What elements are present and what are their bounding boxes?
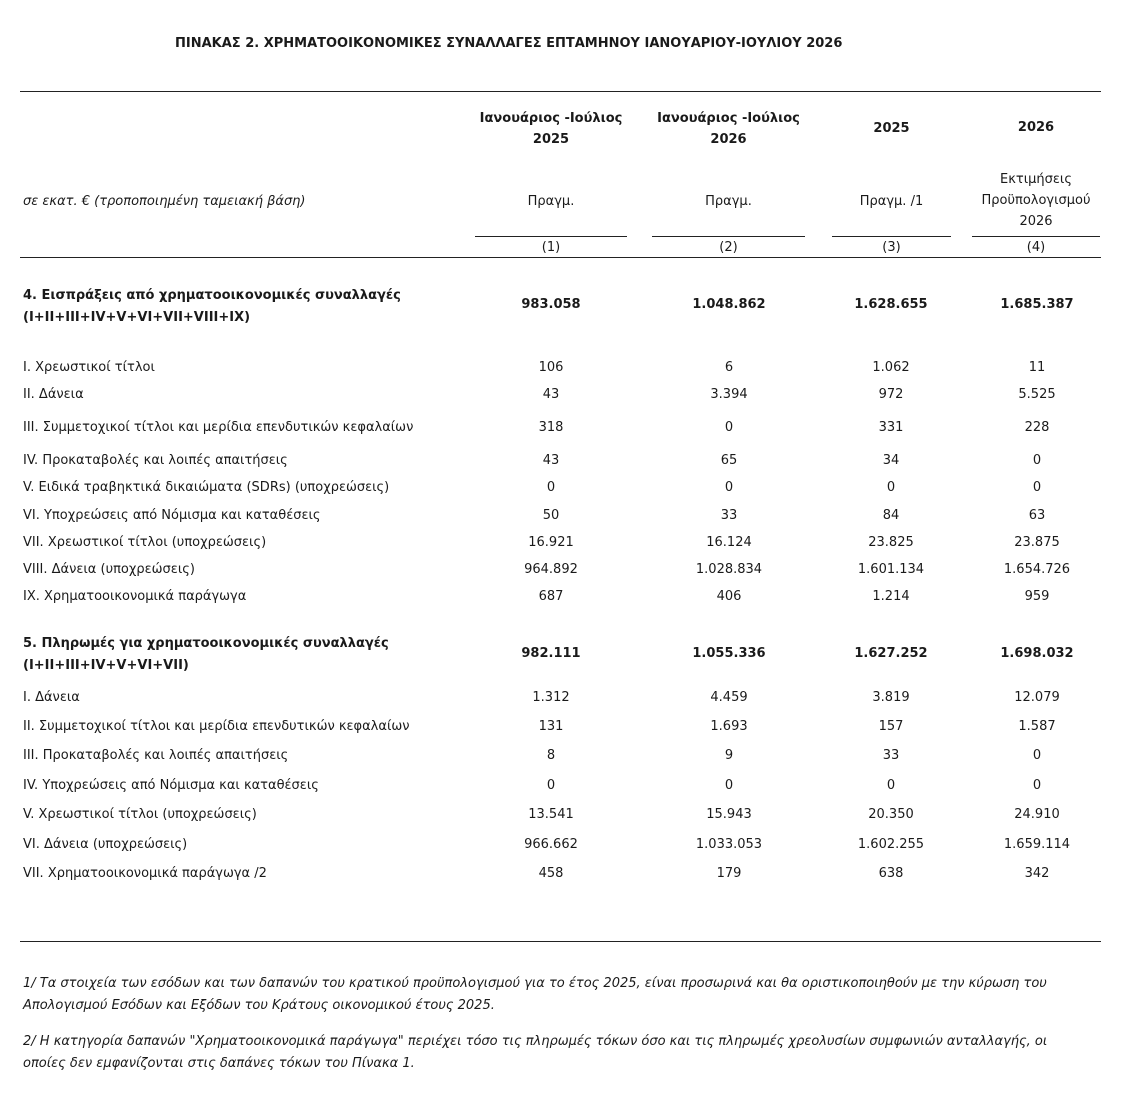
section4-row-label: IV. Προκαταβολές και λοιπές απαιτήσεις xyxy=(23,453,288,468)
section4-row-value-col4: 0 xyxy=(1032,453,1042,468)
section4-row-value-col2: 65 xyxy=(720,453,738,468)
section4-row-value-col2: 0 xyxy=(724,420,734,435)
col1-header: Ιανουάριος -Ιούλιος 2025 xyxy=(479,111,623,147)
col3-underline xyxy=(832,236,951,237)
section4-row-value-col4: 63 xyxy=(1028,508,1046,523)
section5-row-value-col3: 638 xyxy=(878,866,904,881)
section4-row-value-col4: 959 xyxy=(1024,589,1050,604)
footnote-2: 2/ Η κατηγορία δαπανών "Χρηματοοικονομικά παράγωγα" περιέχει τόσο τις πληρωμές τόκων όσο και τις πληρωμές χρεολυσίων συμφωνιών ανταλλαγής, οι οποίες δεν εμφανίζονται στις δαπάνες τόκων του Πίνακα 1. xyxy=(23,1034,1048,1071)
section5-row-value-col1: 966.662 xyxy=(524,837,578,852)
section4-row-value-col3: 972 xyxy=(878,387,904,402)
section4-row-value-col4: 11 xyxy=(1028,360,1046,375)
section5-row-value-col1: 13.541 xyxy=(528,807,574,822)
section5-row-value-col2: 4.459 xyxy=(710,690,748,705)
footnote-1: 1/ Τα στοιχεία των εσόδων και των δαπανών του κρατικού προϋπολογισμού για το έτος 2025, είναι προσωρινά και θα οριστικοποιηθούν με την κύρωση του Απολογισμού Εσόδων και Εξόδων του Κράτους οικονομικού έτους 2025. xyxy=(23,976,1047,1013)
section4-row-value-col1: 964.892 xyxy=(524,562,578,577)
section4-row-value-col3: 1.601.134 xyxy=(857,562,925,577)
section5-row-value-col3: 0 xyxy=(886,778,896,793)
section4-total-col3: 1.628.655 xyxy=(854,297,928,312)
header-bottom-rule xyxy=(20,257,1101,258)
section4-row-label: III. Συμμετοχικοί τίτλοι και μερίδια επενδυτικών κεφαλαίων xyxy=(23,420,414,435)
section4-row-value-col4: 228 xyxy=(1024,420,1050,435)
section5-row-value-col3: 157 xyxy=(878,719,904,734)
section4-row-value-col4: 1.654.726 xyxy=(1003,562,1071,577)
col2-header: Ιανουάριος -Ιούλιος 2026 xyxy=(657,111,800,147)
section4-row-value-col3: 84 xyxy=(882,508,900,523)
section4-row-value-col1: 50 xyxy=(542,508,560,523)
col3-header: 2025 xyxy=(873,121,910,136)
section5-row-value-col4: 24.910 xyxy=(1014,807,1060,822)
unit-label: σε εκατ. € (τροποποιημένη ταμειακή βάση) xyxy=(23,194,306,209)
section4-row-value-col3: 1.214 xyxy=(872,589,910,604)
section4-row-value-col3: 23.825 xyxy=(868,535,914,550)
section4-row-value-col2: 0 xyxy=(724,480,734,495)
section4-row-value-col1: 106 xyxy=(538,360,564,375)
col2-number: (2) xyxy=(719,240,738,255)
section5-row-value-col1: 1.312 xyxy=(532,690,570,705)
section5-row-label: III. Προκαταβολές και λοιπές απαιτήσεις xyxy=(23,748,289,763)
col1-number: (1) xyxy=(541,240,561,255)
section4-row-value-col2: 406 xyxy=(716,589,742,604)
section4-total-col4: 1.685.387 xyxy=(1000,297,1074,312)
section5-row-value-col1: 458 xyxy=(538,866,564,881)
section5-row-value-col3: 20.350 xyxy=(868,807,914,822)
section4-total-col1: 983.058 xyxy=(521,297,581,312)
col3-number: (3) xyxy=(882,240,901,255)
section5-total-col3: 1.627.252 xyxy=(854,646,928,661)
section5-row-value-col4: 0 xyxy=(1032,748,1042,763)
section4-row-value-col4: 0 xyxy=(1032,480,1042,495)
section5-row-value-col4: 12.079 xyxy=(1014,690,1060,705)
section5-row-value-col4: 0 xyxy=(1032,778,1042,793)
section4-row-label: VII. Χρεωστικοί τίτλοι (υποχρεώσεις) xyxy=(23,535,267,550)
section4-row-value-col4: 5.525 xyxy=(1018,387,1056,402)
col4-number: (4) xyxy=(1026,240,1046,255)
section4-row-label: V. Ειδικά τραβηκτικά δικαιώματα (SDRs) (υποχρεώσεις) xyxy=(23,480,390,495)
section4-row-value-col2: 33 xyxy=(720,508,738,523)
section5-row-value-col2: 0 xyxy=(724,778,734,793)
section4-row-value-col4: 23.875 xyxy=(1014,535,1060,550)
section5-row-value-col1: 131 xyxy=(538,719,564,734)
section5-row-label: I. Δάνεια xyxy=(23,690,80,705)
section5-row-value-col4: 1.659.114 xyxy=(1003,837,1071,852)
section5-row-value-col4: 1.587 xyxy=(1018,719,1056,734)
section5-row-label: II. Συμμετοχικοί τίτλοι και μερίδια επενδυτικών κεφαλαίων xyxy=(23,719,410,734)
section5-row-label: V. Χρεωστικοί τίτλοι (υποχρεώσεις) xyxy=(23,807,257,822)
col1-underline xyxy=(475,236,627,237)
section4-row-value-col1: 16.921 xyxy=(528,535,574,550)
section5-row-label: VII. Χρηματοοικονομικά παράγωγα /2 xyxy=(23,866,267,881)
col2-underline xyxy=(652,236,805,237)
section4-row-value-col1: 43 xyxy=(542,453,560,468)
section4-row-value-col3: 0 xyxy=(886,480,896,495)
section4-total-col2: 1.048.862 xyxy=(692,297,766,312)
section4-row-label: IX. Χρηματοοικονομικά παράγωγα xyxy=(23,589,247,604)
section5-total-col4: 1.698.032 xyxy=(1000,646,1074,661)
section5-row-value-col3: 3.819 xyxy=(872,690,910,705)
section5-total-col1: 982.111 xyxy=(521,646,581,661)
section4-row-value-col1: 43 xyxy=(542,387,560,402)
table-bottom-rule xyxy=(20,941,1101,942)
section5-row-value-col2: 1.693 xyxy=(710,719,748,734)
section4-row-value-col2: 16.124 xyxy=(706,535,752,550)
section5-row-value-col1: 8 xyxy=(546,748,556,763)
col1-subheader: Πραγμ. xyxy=(527,194,575,209)
section4-row-value-col1: 0 xyxy=(546,480,556,495)
col2-subheader: Πραγμ. xyxy=(705,194,752,209)
section4-row-value-col1: 318 xyxy=(538,420,564,435)
section4-row-value-col3: 1.062 xyxy=(872,360,910,375)
section5-row-value-col2: 1.033.053 xyxy=(695,837,763,852)
section4-row-label: VI. Υποχρεώσεις από Νόμισμα και καταθέσεις xyxy=(23,508,321,523)
section5-title: 5. Πληρωμές για χρηματοοικονομικές συναλλαγές (I+II+III+IV+V+VI+VII) xyxy=(23,636,389,673)
section4-row-label: I. Χρεωστικοί τίτλοι xyxy=(23,360,155,375)
section4-row-value-col2: 6 xyxy=(724,360,734,375)
page-title: ΠΙΝΑΚΑΣ 2. ΧΡΗΜΑΤΟΟΙΚΟΝΟΜΙΚΕΣ ΣΥΝΑΛΛΑΓΕΣ ΕΠΤΑΜΗΝΟΥ ΙΑΝΟΥΑΡΙΟΥ-ΙΟΥΛΙΟΥ 2026 xyxy=(175,36,843,51)
section5-row-value-col2: 179 xyxy=(716,866,742,881)
col3-subheader: Πραγμ. /1 xyxy=(859,194,924,209)
section5-row-label: IV. Υποχρεώσεις από Νόμισμα και καταθέσεις xyxy=(23,778,319,793)
section4-row-label: II. Δάνεια xyxy=(23,387,84,402)
col4-underline xyxy=(972,236,1100,237)
table-top-rule xyxy=(20,91,1101,92)
section4-title: 4. Εισπράξεις από χρηματοοικονομικές συναλλαγές (I+II+III+IV+V+VI+VII+VIII+IX) xyxy=(23,288,401,325)
section5-row-value-col3: 33 xyxy=(882,748,900,763)
section5-row-value-col2: 9 xyxy=(724,748,734,763)
section4-row-value-col2: 1.028.834 xyxy=(695,562,763,577)
section5-row-value-col1: 0 xyxy=(546,778,556,793)
section5-row-value-col3: 1.602.255 xyxy=(857,837,925,852)
section5-row-value-col2: 15.943 xyxy=(706,807,752,822)
section4-row-value-col3: 331 xyxy=(878,420,904,435)
col4-header: 2026 xyxy=(1017,120,1055,135)
section4-row-value-col1: 687 xyxy=(538,589,564,604)
section5-total-col2: 1.055.336 xyxy=(692,646,766,661)
section5-row-value-col4: 342 xyxy=(1024,866,1050,881)
section4-row-value-col2: 3.394 xyxy=(710,387,748,402)
section5-row-label: VI. Δάνεια (υποχρεώσεις) xyxy=(23,837,188,852)
col4-subheader: Εκτιμήσεις Προϋπολογισμού 2026 xyxy=(981,172,1091,229)
section4-row-value-col3: 34 xyxy=(882,453,900,468)
section4-row-label: VIII. Δάνεια (υποχρεώσεις) xyxy=(23,562,195,577)
